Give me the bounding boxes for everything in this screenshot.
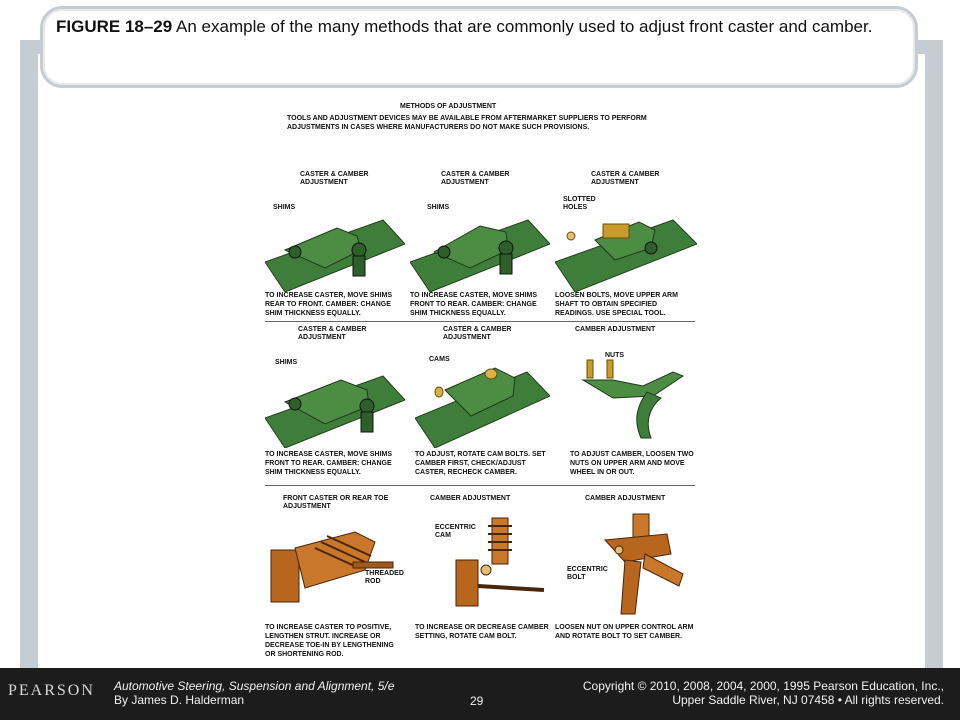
copyright-line-1: Copyright © 2010, 2008, 2004, 2000, 1995 Pearson Education, Inc.,	[582, 679, 944, 693]
panel-7-caption: TO INCREASE CASTER TO POSITIVE, LENGTHEN STRUT. INCREASE OR DECREASE TOE-IN BY LENGTHENING OR SHORTENING ROD.	[265, 624, 394, 658]
panel-9-part: ECCENTRIC BOLT	[567, 566, 608, 581]
methods-figure	[255, 98, 705, 663]
panel-9-title: CAMBER ADJUSTMENT	[585, 495, 666, 502]
panel-9-caption: LOOSEN NUT ON UPPER CONTROL ARM AND ROTATE BOLT TO SET CAMBER.	[555, 624, 694, 640]
panel-2-part: SHIMS	[427, 204, 450, 211]
panel-4-title: CASTER & CAMBER ADJUSTMENT	[298, 326, 367, 341]
panel-4-caption: TO INCREASE CASTER, MOVE SHIMS FRONT TO REAR. CAMBER: CHANGE SHIM THICKNESS EQUALLY.	[265, 451, 393, 476]
panel-3-title: CASTER & CAMBER ADJUSTMENT	[591, 171, 660, 186]
row-divider-2	[265, 485, 695, 486]
panel-8-title: CAMBER ADJUSTMENT	[430, 495, 511, 502]
panel-4-illustration	[265, 366, 405, 448]
page-number: 29	[470, 694, 484, 708]
panel-9-illustration	[585, 510, 697, 620]
panel-3-illustration	[555, 210, 697, 292]
footer-bar	[0, 668, 960, 720]
panel-1-illustration	[265, 210, 405, 292]
panel-2-title: CASTER & CAMBER ADJUSTMENT	[441, 171, 510, 186]
panel-7-title: FRONT CASTER OR REAR TOE ADJUSTMENT	[283, 495, 389, 510]
panel-5-title: CASTER & CAMBER ADJUSTMENT	[443, 326, 512, 341]
book-author: By James D. Halderman	[114, 693, 245, 707]
panel-7-illustration	[265, 518, 405, 618]
figure-caption: An example of the many methods that are commonly used to adjust front caster and camber.	[176, 17, 873, 36]
panel-2-illustration	[410, 210, 550, 292]
panel-5-illustration	[415, 360, 550, 448]
figure-number: FIGURE 18–29	[56, 17, 173, 36]
publisher-logo-box	[0, 668, 100, 720]
publisher-logo: PEARSON	[8, 682, 95, 699]
book-title: Automotive Steering, Suspension and Alignment, 5/e	[114, 679, 395, 693]
panel-1-part: SHIMS	[273, 204, 296, 211]
panel-8-illustration	[450, 516, 550, 621]
panel-5-caption: TO ADJUST, ROTATE CAM BOLTS. SET CAMBER FIRST, CHECK/ADJUST CASTER, RECHECK CAMBER.	[415, 451, 546, 476]
panel-5-part: CAMS	[429, 356, 450, 363]
panel-1-title: CASTER & CAMBER ADJUSTMENT	[300, 171, 369, 186]
frame-left-bar	[20, 40, 38, 668]
panel-6-part: NUTS	[605, 352, 625, 359]
copyright-line-2: Upper Saddle River, NJ 07458 • All rights reserved.	[672, 693, 944, 707]
panel-6-title: CAMBER ADJUSTMENT	[575, 326, 656, 333]
figure-intro: TOOLS AND ADJUSTMENT DEVICES MAY BE AVAILABLE FROM AFTERMARKET SUPPLIERS TO PERFORM ADJUSTMENTS IN CASES WHERE MANUFACTURERS DO NOT MAKE SUCH PROVISIONS.	[287, 115, 647, 131]
panel-8-part: ECCENTRIC CAM	[435, 524, 476, 539]
row-divider-1	[265, 321, 695, 322]
figure-heading: METHODS OF ADJUSTMENT	[400, 103, 497, 110]
frame-right-bar	[925, 40, 943, 668]
figure-title	[56, 16, 876, 38]
panel-2-caption: TO INCREASE CASTER, MOVE SHIMS FRONT TO REAR. CAMBER: CHANGE SHIM THICKNESS EQUALLY.	[410, 292, 538, 317]
panel-6-caption: TO ADJUST CAMBER, LOOSEN TWO NUTS ON UPPER ARM AND MOVE WHEEL IN OR OUT.	[570, 451, 694, 476]
panel-3-part: SLOTTED HOLES	[563, 196, 596, 211]
panel-4-part: SHIMS	[275, 359, 298, 366]
panel-1-caption: TO INCREASE CASTER, MOVE SHIMS REAR TO FRONT. CAMBER: CHANGE SHIM THICKNESS EQUALLY.	[265, 292, 393, 317]
panel-7-part: THREADED ROD	[365, 570, 404, 585]
panel-3-caption: LOOSEN BOLTS, MOVE UPPER ARM SHAFT TO OBTAIN SPECIFIED READINGS. USE SPECIAL TOOL.	[555, 292, 678, 317]
panel-8-caption: TO INCREASE OR DECREASE CAMBER SETTING, ROTATE CAM BOLT.	[415, 624, 549, 640]
panel-6-illustration	[573, 346, 695, 446]
copyright	[583, 679, 944, 707]
